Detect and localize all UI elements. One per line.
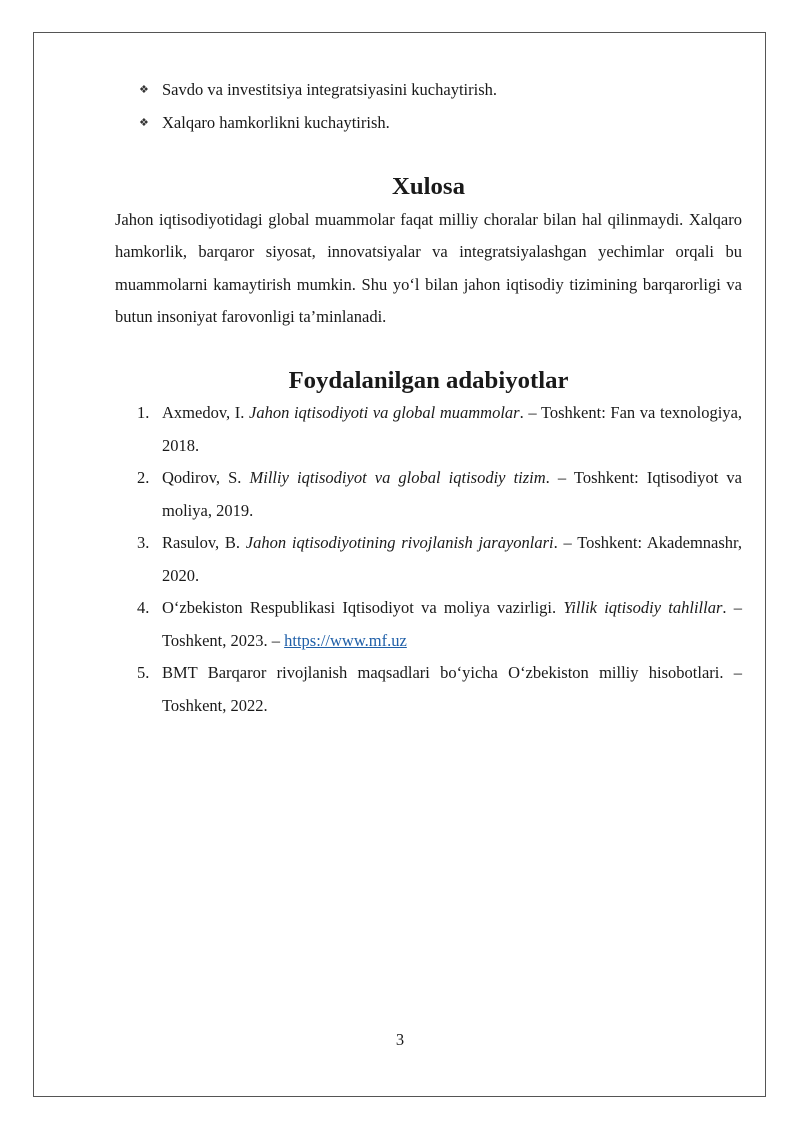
references-heading: Foydalanilgan adabiyotlar: [288, 366, 569, 394]
reference-item: [115, 462, 742, 527]
reference-number: 4.: [137, 598, 150, 617]
reference-author: Qodirov, S.: [162, 468, 250, 487]
reference-author: BMT Barqaror rivojlanish maqsadlari bo‘yicha O‘zbekiston milliy hisobotlari. – Toshkent, 2022.: [162, 663, 742, 715]
mf-uz-link[interactable]: https://www.mf.uz: [284, 630, 407, 650]
reference-details: . – Toshkent: Akademnashr, 2020.: [162, 533, 742, 585]
reference-details: . – Toshkent: Fan va texnologiya, 2018.: [162, 403, 743, 455]
list-item: [115, 74, 742, 107]
reference-author: Rasulov, B.: [162, 533, 246, 552]
document-content: [115, 74, 742, 722]
bullet-list: [115, 74, 742, 139]
reference-details: . – Toshkent: Iqtisodiyot va moliya, 2019.: [162, 468, 742, 520]
reference-item: [115, 592, 742, 657]
reference-details: . – Toshkent, 2023. –: [162, 598, 743, 650]
reference-author: Axmedov, I.: [162, 403, 250, 422]
reference-item: [115, 527, 742, 592]
reference-number: 2.: [137, 468, 150, 487]
reference-author: O‘zbekiston Respublikasi Iqtisodiyot va moliya vazirligi.: [162, 598, 564, 617]
references-list: [115, 397, 742, 722]
reference-item: [115, 397, 742, 462]
reference-title: Jahon iqtisodiyotining rivojlanish jarayonlari: [245, 533, 554, 552]
reference-title: Jahon iqtisodiyoti va global muammolar: [249, 403, 520, 422]
list-item: [115, 107, 742, 140]
page-number: 3: [395, 1030, 405, 1049]
reference-number: 5.: [137, 663, 150, 682]
reference-title: Milliy iqtisodiyot va global iqtisodiy tizim: [249, 468, 546, 487]
reference-number: 1.: [137, 403, 150, 422]
bullet-text: Savdo va investitsiya integratsiyasini kuchaytirish.: [162, 80, 497, 99]
reference-number: 3.: [137, 533, 150, 552]
reference-item: [115, 657, 742, 722]
conclusion-paragraph: Jahon iqtisodiyotidagi global muammolar faqat milliy choralar bilan hal qilinmaydi. Xalqaro hamkorlik, barqaror siyosat, innovatsiyalar va integratsiyalashgan yechimlar orqali bu muammolarni kamaytirish mumkin. Shu yo‘l bilan jahon iqtisodiy tizimining barqarorligi va butun insoniyat farovonligi ta’minlanadi.: [115, 209, 742, 326]
conclusion-heading: Xulosa: [392, 173, 465, 200]
diamond-bullet-icon: ❖: [139, 84, 149, 96]
diamond-bullet-icon: ❖: [139, 116, 149, 129]
reference-title: Yillik iqtisodiy tahlillar: [563, 598, 723, 617]
bullet-text: Xalqaro hamkorlikni kuchaytirish.: [162, 112, 390, 132]
